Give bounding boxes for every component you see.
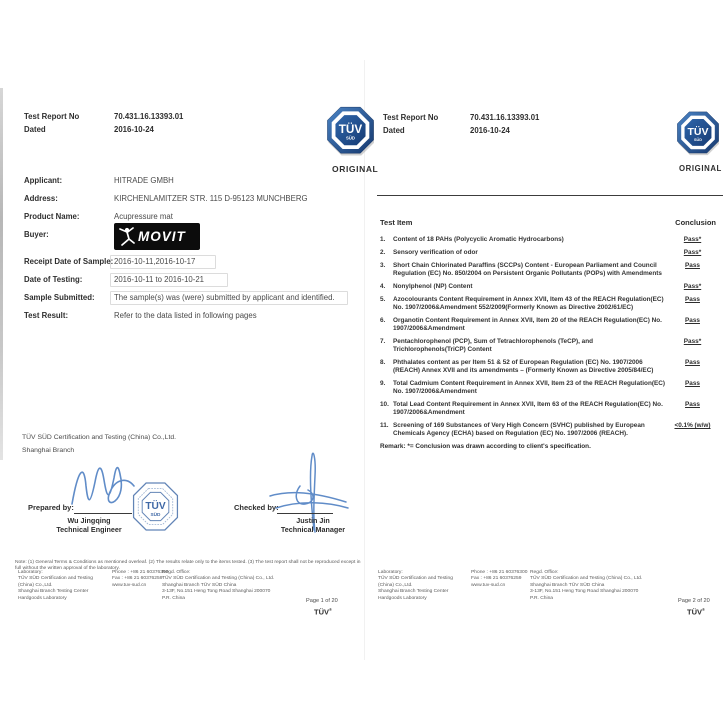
movit-logo [114,223,200,250]
item-text: Total Lead Content Requirement in Annex XVII, Item 63 of the REACH Regulation(EC) No. 1907/2006&Amendment [393,401,663,416]
footer-contact [112,570,168,589]
item-number: 6. [380,317,386,324]
buyer-label: Buyer: [24,230,49,239]
footer-line: Fax : +86 21 60376259 [471,576,522,582]
checked-by-name: Justin Jin [296,516,330,525]
footer-regd-office [162,570,274,602]
footer-line: Hardgoods Laboratory [378,595,427,601]
footer-line: TÜV SÜD Certification and Testing [18,576,93,582]
item-number: 7. [380,338,386,345]
dated-value: 2016-10-24 [114,125,154,134]
footer-line: Shanghai Branch TÜV SÜD China [162,582,237,588]
footer-line: Laboratory: [378,570,403,575]
checked-by-label: Checked by: [234,503,279,512]
company-name: TÜV SÜD Certification and Testing (China) Co.,Ltd. [22,434,177,441]
page-number: Page 1 of 20 [306,598,338,604]
receipt-date-label: Receipt Date of Sample: [24,257,114,266]
checked-signature-line [277,513,333,514]
item-number: 10. [380,401,389,408]
footer-line: Hardgoods Laboratory [18,595,67,601]
movit-logo-text: MOVIT [138,229,186,244]
tuv-mark-text: TÜV [687,607,702,617]
applicant-label: Applicant: [24,176,63,185]
item-text: Short Chain Chlorinated Paraffins (SCCPs) Content - European Parliament and Council Regulation (EC) No. 850/2004 on Persistent Organic Pollutants (POPs) with Amendments [393,262,662,277]
conclusion-header: Conclusion [675,218,716,227]
item-conclusion: Pass [685,296,700,303]
tuv-sud-logo-icon [677,111,719,159]
footer-line: TÜV SÜD Certification and Testing [378,576,453,582]
report-no-label: Test Report No [383,113,439,122]
date-of-testing-label: Date of Testing: [24,275,83,284]
registered-symbol: ® [702,607,705,612]
item-conclusion: Pass [685,359,700,366]
company-branch: Shanghai Branch [22,447,75,454]
table-row [380,283,716,291]
tuv-registered-mark [687,607,705,617]
prepared-by-title: Technical Engineer [56,525,122,534]
footer-line: www.tuv-sud.cn [112,582,147,588]
footer-regd-office [530,570,642,602]
item-number: 9. [380,380,386,387]
test-result-label: Test Result: [24,311,69,320]
footer-line: Laboratory: [18,570,43,575]
prepared-by-label: Prepared by: [28,503,74,512]
item-conclusion: Pass [685,262,700,269]
item-conclusion: <0.1% (w/w) [674,422,711,429]
remark-text: Remark: *= Conclusion was drawn according to client's specification. [380,443,591,450]
item-conclusion: Pass* [683,283,702,290]
footer-line: P.R. China [162,595,186,601]
item-number: 2. [380,249,386,256]
footer-line: TÜV SÜD Certification and Testing (China) Co., Ltd. [530,576,643,582]
table-row [380,359,716,375]
item-text: Total Cadmium Content Requirement in Annex XVII, Item 23 of the REACH Regulation(EC) No. 1907/2006&Amendment [393,380,665,395]
tuv-stamp-icon [132,481,179,532]
table-row [380,249,716,257]
footer-line: Phone : +86 21 60376300 [112,570,169,575]
table-row [380,317,716,333]
table-row [380,236,716,244]
dated-value: 2016-10-24 [470,126,510,135]
sample-submitted-label: Sample Submitted: [24,293,95,302]
footer-line: 3-13F, No.151 Heng Tong Road Shanghai 200070 [530,589,639,595]
footer-line: (China) Co.,Ltd. [378,582,413,588]
report-no-value: 70.431.16.13393.01 [114,112,184,121]
test-item-table [380,219,716,451]
footer-line: TÜV SÜD Certification and Testing (China) Co., Ltd. [162,576,275,582]
gymnast-figure-icon [118,226,135,248]
table-row [380,380,716,396]
item-conclusion: Pass [685,317,700,324]
footer-line: Shanghai Branch Testing Center [18,589,89,595]
prepared-signature-line [74,513,132,514]
tuv-mark-text: TÜV [314,607,329,617]
report-no-value: 70.431.16.13393.01 [470,113,540,122]
table-row [380,338,716,354]
svg-text:SÜD: SÜD [150,511,161,517]
tuv-registered-mark [314,607,332,617]
svg-text:TÜV: TÜV [687,126,709,138]
item-conclusion: Pass* [683,236,702,243]
footer-line: Regd. Office: [162,570,191,575]
item-conclusion: Pass* [683,249,702,256]
table-row [380,296,716,312]
checked-by-title: Technical Manager [280,525,346,534]
address-value: KIRCHENLAMITZER STR. 115 D-95123 MUNCHBERG [114,194,308,203]
test-item-header: Test Item [380,218,413,227]
item-conclusion: Pass* [683,338,702,345]
address-label: Address: [24,194,58,203]
footer-line: Regd. Office: [530,570,559,575]
footer-line: P.R. China [530,595,554,601]
item-text: Organotin Content Requirement in Annex XVII, Item 20 of the REACH Regulation(EC) No. 1907/2006&Amendment [393,317,662,332]
footer-line: Shanghai Branch TÜV SÜD China [530,582,605,588]
item-number: 3. [380,262,386,269]
table-header-row [380,219,716,227]
item-text: Content of 18 PAHs (Polycyclic Aromatic Hydrocarbons) [393,236,564,243]
item-number: 4. [380,283,386,290]
prepared-signature-icon [68,452,140,510]
footer-line: Shanghai Branch Testing Center [378,589,449,595]
scan-edge-artifact [0,88,3,460]
table-row [380,401,716,417]
dated-label: Dated [24,125,46,134]
footer-contact [471,570,527,589]
sample-submitted-value: The sample(s) was (were) submitted by applicant and identified. [114,293,335,302]
report-no-label: Test Report No [24,112,80,121]
footer-laboratory [378,570,453,602]
item-text: Azocolourants Content Requirement in Annex XVII, Item 43 of the REACH Regulation(EC) No. 1907/2006&Amendment 552/2009(Formerly Known as Directive 2002/61/EC) [393,296,664,311]
applicant-value: HITRADE GMBH [114,176,174,185]
item-text: Pentachlorophenol (PCP), Sum of Tetrachlorophenols (TeCP), and Trichlorophenols(TriCP) Content [393,338,594,353]
dated-label: Dated [383,126,405,135]
prepared-by-name: Wu Jingqing [67,516,111,525]
item-text: Nonylphenol (NP) Content [393,283,473,290]
item-text: Phthalates content as per Item 51 & 52 of European Regulation (EC) No. 1907/2006 (REACH) Annex XVII and its amendments – (Formerly Known as Directive 2005/84/EC) [393,359,654,374]
item-number: 5. [380,296,386,303]
item-text: Sensory verification of odor [393,249,478,256]
item-conclusion: Pass [685,401,700,408]
test-result-value: Refer to the data listed in following pages [114,311,257,320]
footer-line: Fax : +86 21 60376259 [112,576,163,582]
item-conclusion: Pass [685,380,700,387]
receipt-date-value: 2016-10-11,2016-10-17 [114,257,196,266]
footer-line: Phone : +86 21 60376300 [471,570,528,575]
svg-text:TÜV: TÜV [145,500,166,512]
table-row [380,262,716,278]
registered-symbol: ® [329,607,332,612]
footer-line: (China) Co.,Ltd. [18,582,53,588]
footer-line: 3-13F, No.151 Heng Tong Road Shanghai 200070 [162,589,271,595]
table-row [380,422,716,438]
footer-laboratory [18,570,93,602]
date-of-testing-value: 2016-10-11 to 2016-10-21 [114,275,205,284]
item-text: Screening of 169 Substances of Very High Concern (SVHC) published by European Chemicals Agency (ECHA) based on Regulation (EC) No. 1907/2006 (REACH). [393,422,645,437]
original-label: ORIGINAL [679,164,722,173]
tuv-sud-logo-icon [327,106,374,160]
footer-line: www.tuv-sud.cn [471,582,506,588]
note-text: Note: (1) General Terms & Conditions as mentioned overleaf. (2) The results relate only to the items tested. (3) The test report shall not be reproduced except in full without the written approval of the laboratory. [15,560,361,572]
item-number: 1. [380,236,386,243]
item-number: 8. [380,359,386,366]
svg-text:SÜD: SÜD [346,135,355,141]
svg-text:TÜV: TÜV [338,123,363,136]
original-label: ORIGINAL [332,164,379,174]
product-name-value: Acupressure mat [114,212,173,221]
page-number: Page 2 of 20 [678,598,710,604]
item-number: 11. [380,422,389,429]
svg-text:SÜD: SÜD [694,137,702,142]
header-rule [377,195,723,196]
product-name-label: Product Name: [24,212,80,221]
